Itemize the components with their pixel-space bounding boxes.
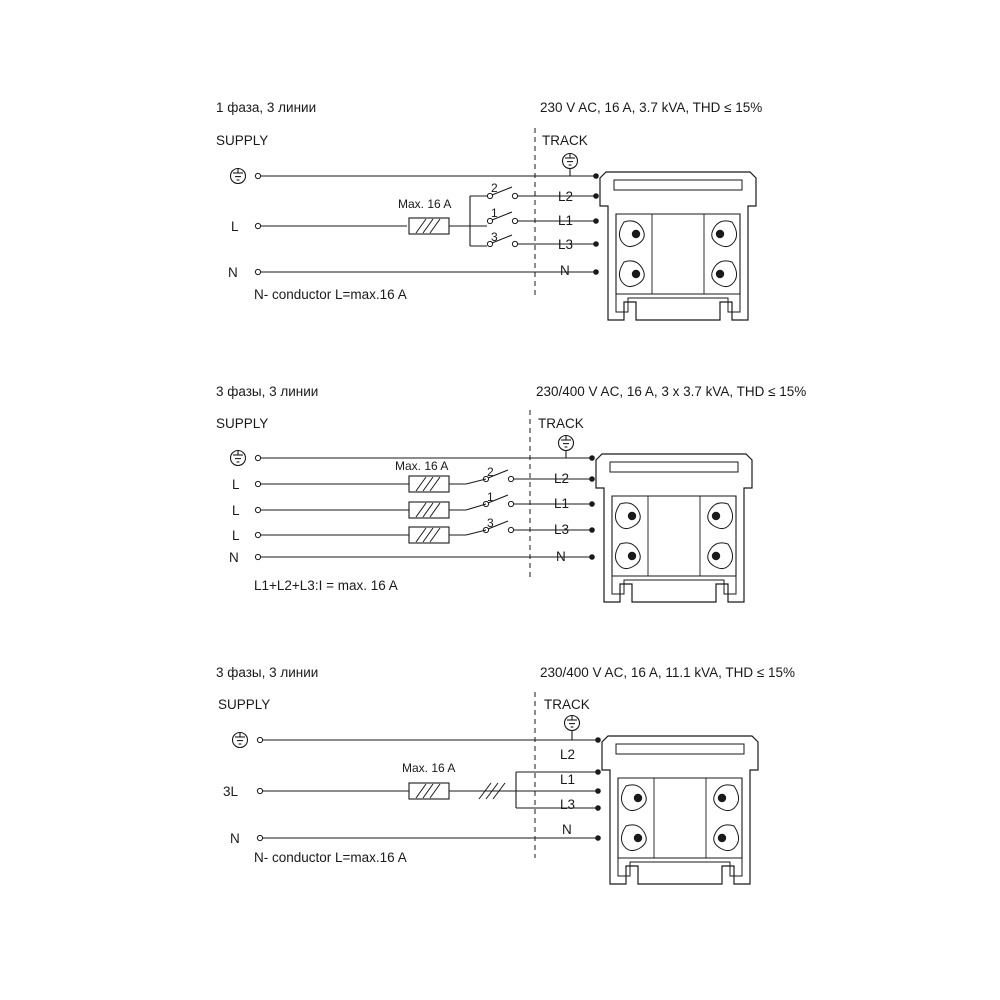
diagram-2-phase-label: 3 фазы, 3 линии <box>216 384 319 399</box>
diagram-2-track-L2: L2 <box>554 471 570 486</box>
diagram-1-supply-label: SUPPLY <box>216 133 269 148</box>
diagram-1-fuse-label: Max. 16 A <box>398 197 452 211</box>
diagram-2-terminal-L-2: L <box>232 503 240 518</box>
diagram-2-note: L1+L2+L3:I = max. 16 A <box>254 578 398 593</box>
diagram-2-terminal-L-3: L <box>232 528 240 543</box>
diagram-3-terminal-3L: 3L <box>223 784 239 799</box>
diagram-1-track-L2: L2 <box>558 189 574 204</box>
diagram-1-phase-label: 1 фаза, 3 линии <box>216 100 317 115</box>
diagram-1-rating: 230 V AC, 16 A, 3.7 kVA, THD ≤ 15% <box>540 100 763 115</box>
diagram-1-switch-2: 2 <box>491 181 498 195</box>
diagram-1-switch-1: 1 <box>491 206 498 220</box>
diagram-2-switch-1: 1 <box>487 490 494 504</box>
diagram-1-terminal-L: L <box>231 219 239 234</box>
diagram-1-note: N- conductor L=max.16 A <box>254 287 407 302</box>
diagram-2-switch-3: 3 <box>487 516 494 530</box>
diagram-2-track-L3: L3 <box>554 522 570 537</box>
diagram-1-track-N: N <box>560 263 570 278</box>
diagram-2-terminal-N: N <box>229 550 239 565</box>
diagram-2-switch-2: 2 <box>487 465 494 479</box>
diagram-3-phase-label: 3 фазы, 3 линии <box>216 665 319 680</box>
diagram-3-track-label: TRACK <box>544 697 590 712</box>
diagram-2-track-N: N <box>556 549 566 564</box>
diagram-3-track-L2: L2 <box>560 747 576 762</box>
diagram-2-fuse-label: Max. 16 A <box>395 459 449 473</box>
diagram-3-rating: 230/400 V AC, 16 A, 11.1 kVA, THD ≤ 15% <box>540 665 796 680</box>
diagram-3-terminal-N: N <box>230 831 240 846</box>
diagram-3-track-L1: L1 <box>560 772 576 787</box>
diagram-2-track-label: TRACK <box>538 416 584 431</box>
diagram-2-terminal-L-1: L <box>232 477 240 492</box>
diagram-3-note: N- conductor L=max.16 A <box>254 850 407 865</box>
diagram-3-supply-label: SUPPLY <box>218 697 271 712</box>
diagram-3-fuse-label: Max. 16 A <box>402 761 456 775</box>
diagram-2-track-L1: L1 <box>554 496 570 511</box>
diagram-1-track-L3: L3 <box>558 237 574 252</box>
diagram-1-track-label: TRACK <box>542 133 588 148</box>
diagram-3-track-L3: L3 <box>560 797 576 812</box>
diagram-2-rating: 230/400 V AC, 16 A, 3 x 3.7 kVA, THD ≤ 15% <box>536 384 807 399</box>
diagram-1-terminal-N: N <box>228 265 238 280</box>
diagram-3-track-N: N <box>562 822 572 837</box>
diagram-2-supply-label: SUPPLY <box>216 416 269 431</box>
diagram-2-graphics <box>231 410 753 602</box>
diagram-1-track-L1: L1 <box>558 213 574 228</box>
diagram-1-switch-3: 3 <box>491 230 498 244</box>
